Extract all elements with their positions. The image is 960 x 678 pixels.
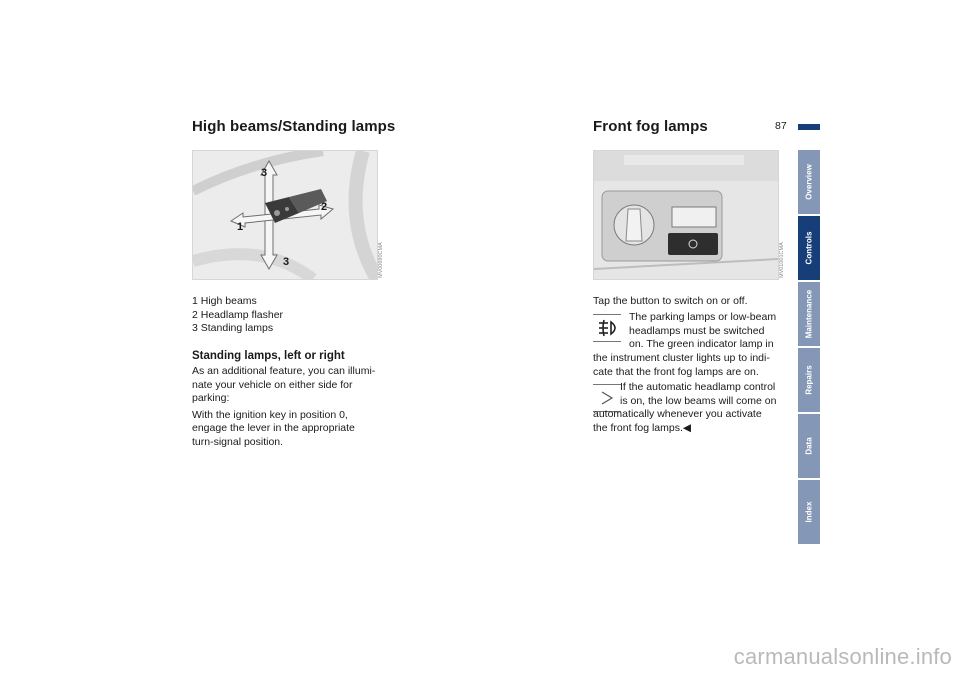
tab-repairs[interactable]	[798, 348, 820, 412]
note1-indented	[629, 311, 776, 352]
tab-label: Maintenance	[804, 289, 814, 339]
subsection-title-standing-lamps: Standing lamps, left or right	[192, 350, 345, 362]
figure-label-3-top: 3	[261, 167, 268, 179]
text-line: turn-signal position.	[192, 435, 284, 448]
text-line: nate your vehicle on either side for	[192, 378, 353, 391]
tab-controls[interactable]	[798, 216, 820, 280]
tab-index[interactable]	[798, 480, 820, 544]
tab-overview[interactable]	[798, 150, 820, 214]
text-line: the instrument cluster lights up to indi-	[593, 352, 770, 364]
tab-data[interactable]	[798, 414, 820, 478]
note1-full	[593, 352, 770, 379]
text-line: the front fog lamps.◀	[593, 421, 691, 434]
section-title-high-beams: High beams/Standing lamps	[192, 118, 396, 135]
fog-lamp-icon	[593, 314, 621, 342]
figure-label-3-bottom: 3	[283, 256, 290, 268]
fog-intro-text: Tap the button to switch on or off.	[593, 295, 748, 307]
tab-label: Repairs	[804, 365, 814, 395]
page-number: 87	[775, 120, 787, 132]
text-line: on. The green indicator lamp in	[629, 338, 774, 351]
legend-item: 3 Standing lamps	[192, 322, 274, 335]
legend-item: 1 High beams	[192, 295, 257, 307]
note2-indented	[620, 381, 776, 408]
text-line: engage the lever in the appropriate	[192, 422, 355, 435]
lever-figure	[192, 150, 378, 280]
figure-code-left: MV00690CMA	[378, 242, 384, 278]
text-line: If the automatic headlamp control	[620, 381, 776, 393]
text-line: headlamps must be switched	[629, 324, 765, 337]
page-marker	[798, 124, 820, 130]
tab-maintenance[interactable]	[798, 282, 820, 346]
text-line: With the ignition key in position 0,	[192, 408, 348, 421]
watermark: carmanualsonline.info	[733, 644, 952, 669]
text-line: automatically whenever you activate	[593, 408, 762, 420]
tab-label: Index	[804, 501, 814, 523]
figure-label-1: 1	[237, 221, 244, 233]
figure-label-2: 2	[321, 201, 328, 213]
fog-switch-illustration	[594, 151, 778, 279]
text-line: cate that the front fog lamps are on.	[593, 365, 759, 378]
text-line: parking:	[192, 392, 230, 405]
note2-full	[593, 408, 762, 435]
tab-label: Data	[804, 437, 814, 455]
fog-switch-figure	[593, 150, 779, 280]
figure-code-right: MV01001CMA	[779, 242, 785, 278]
tab-label: Controls	[804, 231, 814, 265]
section-title-front-fog-lamps: Front fog lamps	[593, 118, 708, 135]
standing-lamps-text	[192, 365, 392, 450]
legend-list	[192, 295, 283, 336]
text-line: As an additional feature, you can illumi-	[192, 365, 376, 377]
text-line: The parking lamps or low-beam	[629, 311, 777, 323]
legend-item: 2 Headlamp flasher	[192, 308, 284, 321]
tab-label: Overview	[804, 164, 814, 200]
text-line: is on, the low beams will come on	[620, 394, 777, 407]
